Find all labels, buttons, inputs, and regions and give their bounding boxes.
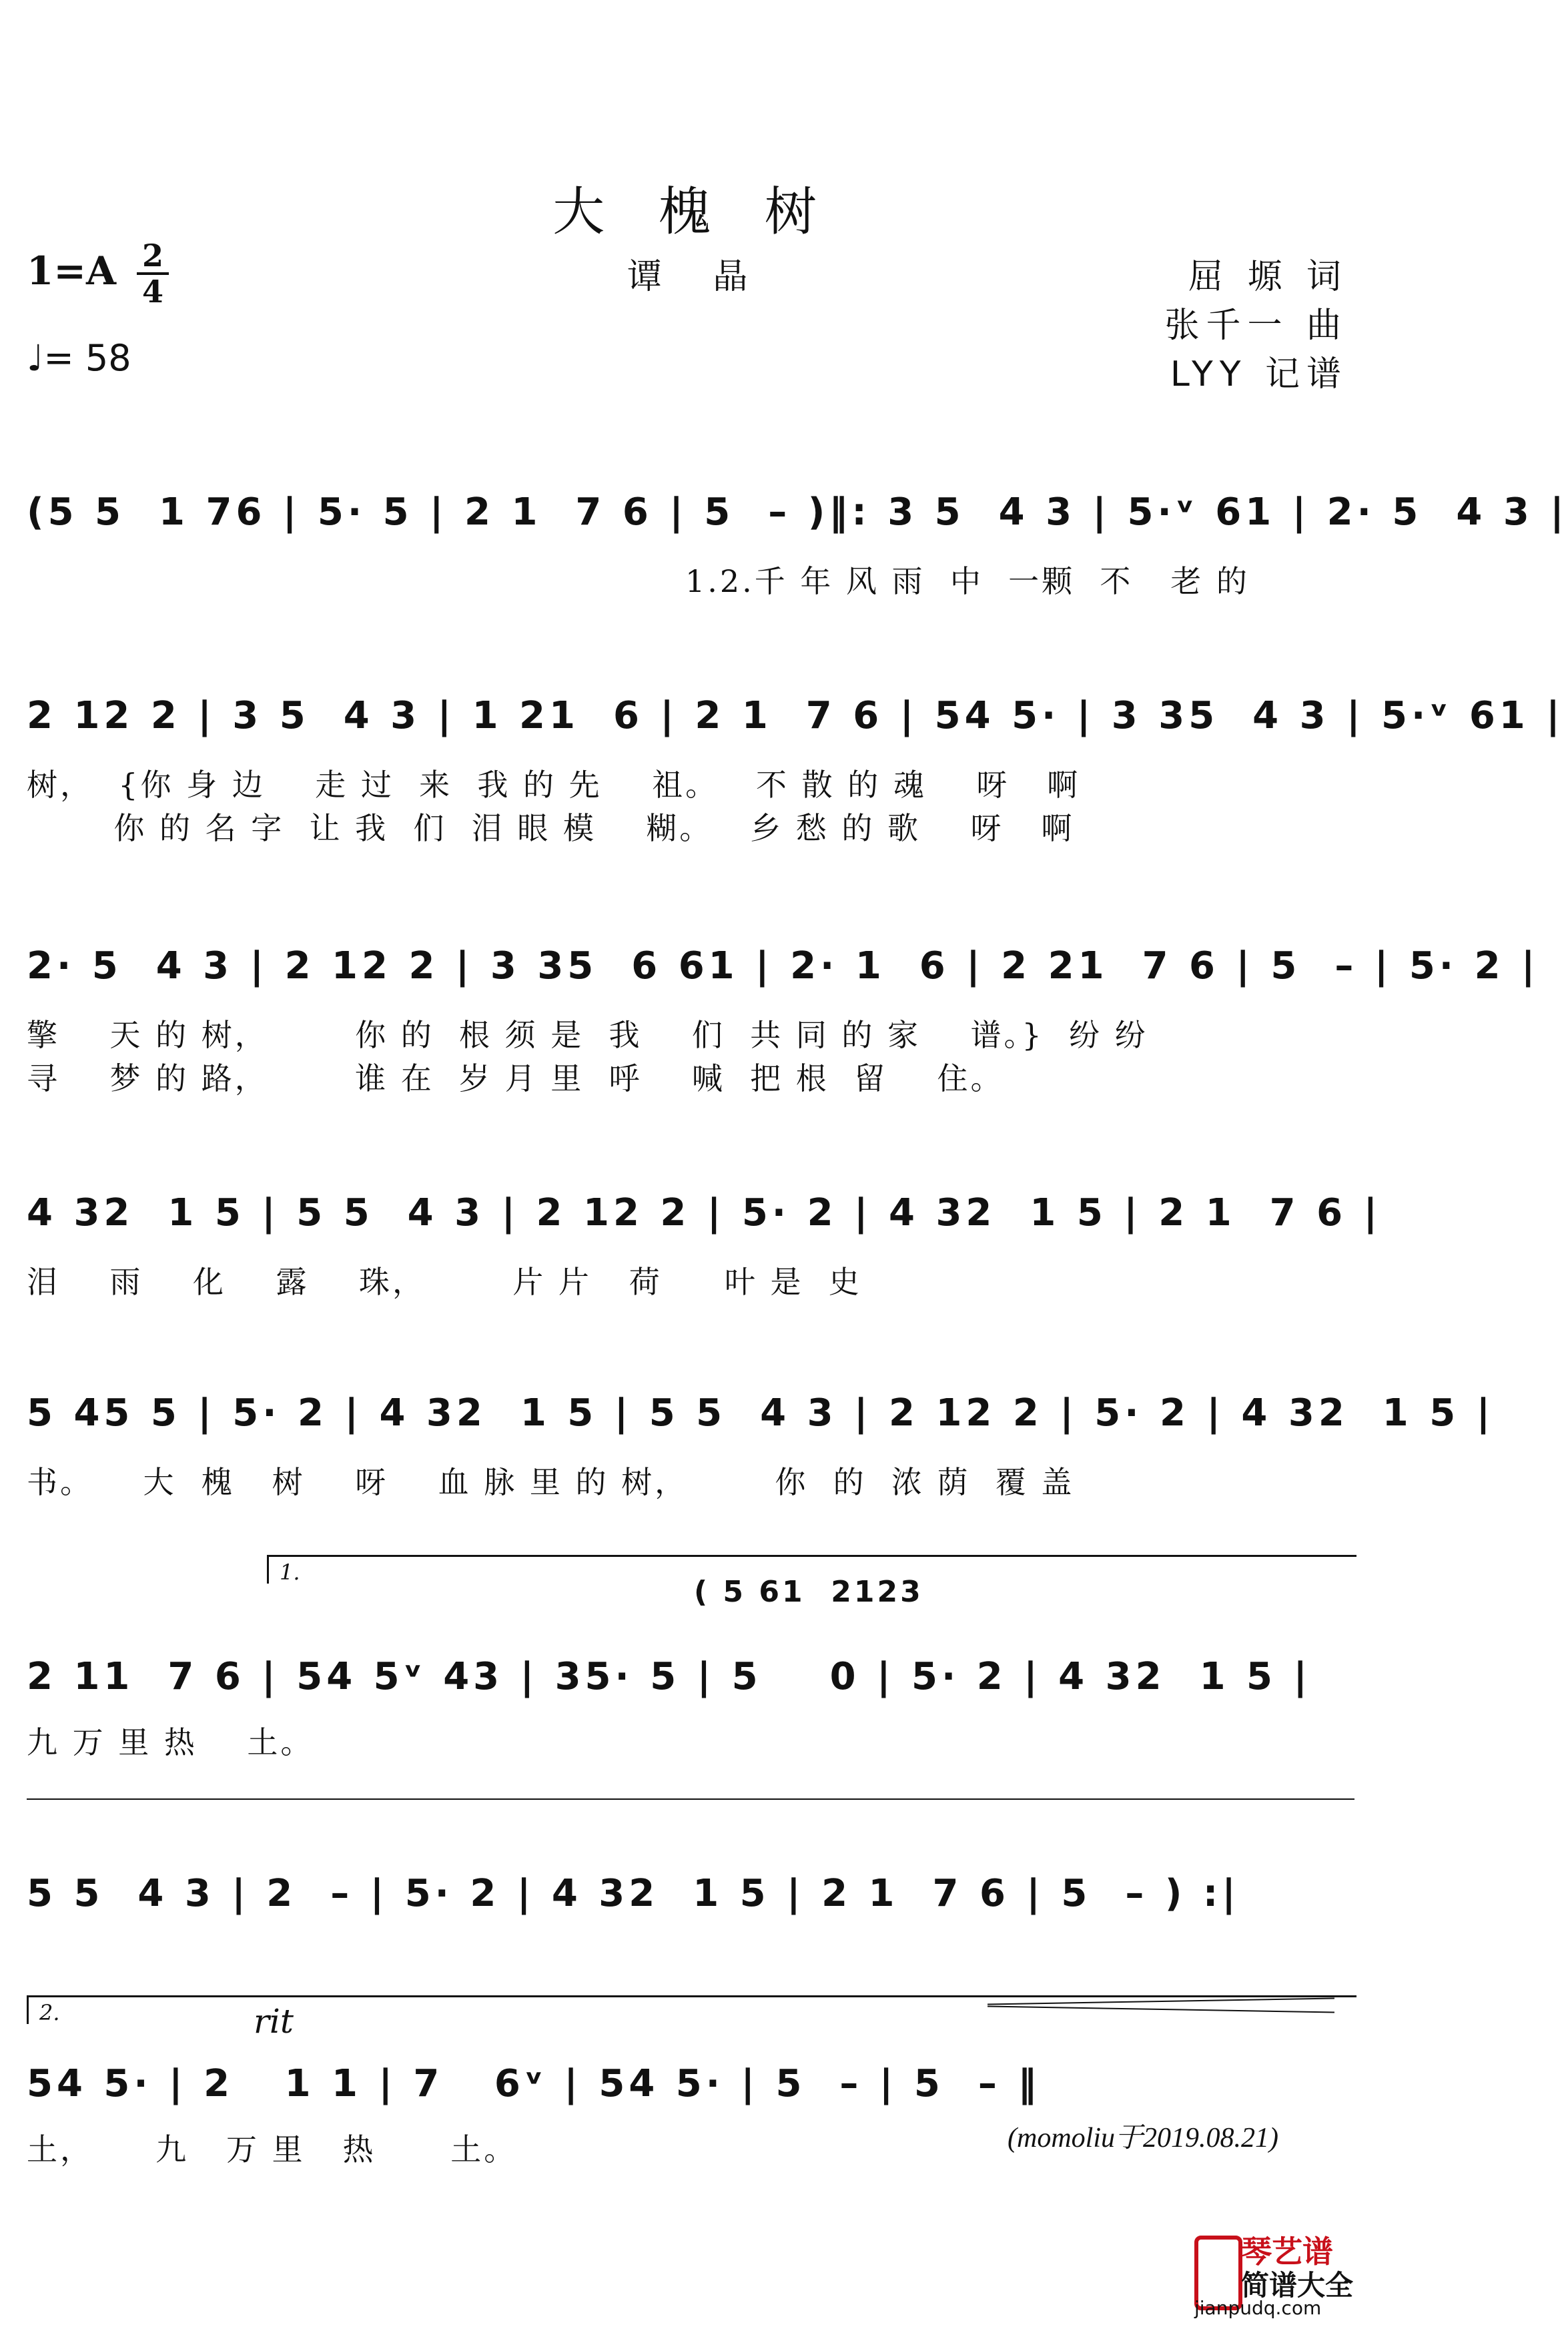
notation-line: 5 5 4 3 | 2 – | 5· 2 | 4 32 1 5 | 2 1 7 6 | 5 – ) :| xyxy=(27,1872,1240,1915)
notation-line: 2 11 7 6 | 54 5ᵛ 43 | 35· 5 | 5 0 | 5· 2 | 4 32 1 5 | xyxy=(27,1655,1311,1698)
singer: 谭 晶 xyxy=(627,257,768,297)
volta-label: 2. xyxy=(39,2000,60,2025)
notation-line: 2· 5 4 3 | 2 12 2 | 3 35 6 61 | 2· 1 6 | 2 21 7 6 | 5 – | 5· 2 | xyxy=(27,944,1539,988)
lyrics-line: 书。 大 槐 树 呀 血 脉 里 的 树， 你 的 浓 荫 覆 盖 xyxy=(27,1464,1075,1500)
tempo-mark: ♩= 58 xyxy=(27,337,131,379)
ritardando-mark: rit xyxy=(254,2002,294,2041)
composer-credit: 张千一 曲 xyxy=(1164,306,1348,346)
lyrics-line-verse-2: 你 的 名 字 让 我 们 泪 眼 模 糊。 乡 愁 的 歌 呀 啊 xyxy=(27,810,1075,846)
watermark-logo xyxy=(1194,2222,1375,2322)
lyricist-credit: 屈 塬 词 xyxy=(1188,257,1348,297)
lyrics-line: 九 万 里 热 土。 xyxy=(27,1724,314,1760)
lyrics-line-verse-1: 树， {你 身 边 走 过 来 我 的 先 祖。 不 散 的 魂 呀 啊 xyxy=(27,767,1081,803)
meter-top: 2 xyxy=(141,238,163,274)
meter-bottom: 4 xyxy=(141,274,163,310)
lyrics-line-verse-2: 寻 梦 的 路， 谁 在 岁 月 里 呼 喊 把 根 留 住。 xyxy=(27,1060,1004,1096)
transcriber-signature: (momoliu于2019.08.21) xyxy=(1008,2123,1278,2153)
watermark-brand: 琴艺谱 xyxy=(1241,2234,1333,2270)
volta-label: 1. xyxy=(280,1560,300,1585)
watermark-url: jianpudq.com xyxy=(1194,2297,1322,2319)
notation-line: 4 32 1 5 | 5 5 4 3 | 2 12 2 | 5· 2 | 4 32 1 5 | 2 1 7 6 | xyxy=(27,1191,1382,1235)
notation-line: 2 12 2 | 3 5 4 3 | 1 21 6 | 2 1 7 6 | 54 5· | 3 35 4 3 | 5·ᵛ 61 | xyxy=(27,694,1564,737)
song-title: 大 槐 树 xyxy=(552,182,835,242)
notation-line: 54 5· | 2 1 1 | 7 6ᵛ | 54 5· | 5 – | 5 – ‖ xyxy=(27,2062,1041,2105)
ending-bracket-continuation xyxy=(27,1798,1354,1800)
time-signature xyxy=(137,238,169,310)
lyrics-line-verse-1: 擎 天 的 树， 你 的 根 须 是 我 们 共 同 的 家 谱。} 纷 纷 xyxy=(27,1017,1148,1053)
lyrics-line: 土， 九 万 里 热 土。 xyxy=(27,2131,518,2167)
interlude-notation: ( 5 61 2123 xyxy=(694,1575,923,1609)
lyrics-line: 1.2.千 年 风 雨 中 一颗 不 老 的 xyxy=(27,563,1250,599)
lyrics-line: 泪 雨 化 露 珠， 片 片 荷 叶 是 史 xyxy=(27,1264,862,1300)
notation-line: (5 5 1 76 | 5· 5 | 2 1 7 6 | 5 – )‖: 3 5 4 3 | 5·ᵛ 61 | 2· 5 4 3 | xyxy=(27,490,1568,534)
watermark-site-text: 简谱大全 xyxy=(1241,2269,1354,2302)
notation-line: 5 45 5 | 5· 2 | 4 32 1 5 | 5 5 4 3 | 2 12 2 | 5· 2 | 4 32 1 5 | xyxy=(27,1391,1495,1435)
transcriber-credit: LYY 记谱 xyxy=(1170,354,1348,394)
key-signature: 1=A xyxy=(27,248,116,294)
